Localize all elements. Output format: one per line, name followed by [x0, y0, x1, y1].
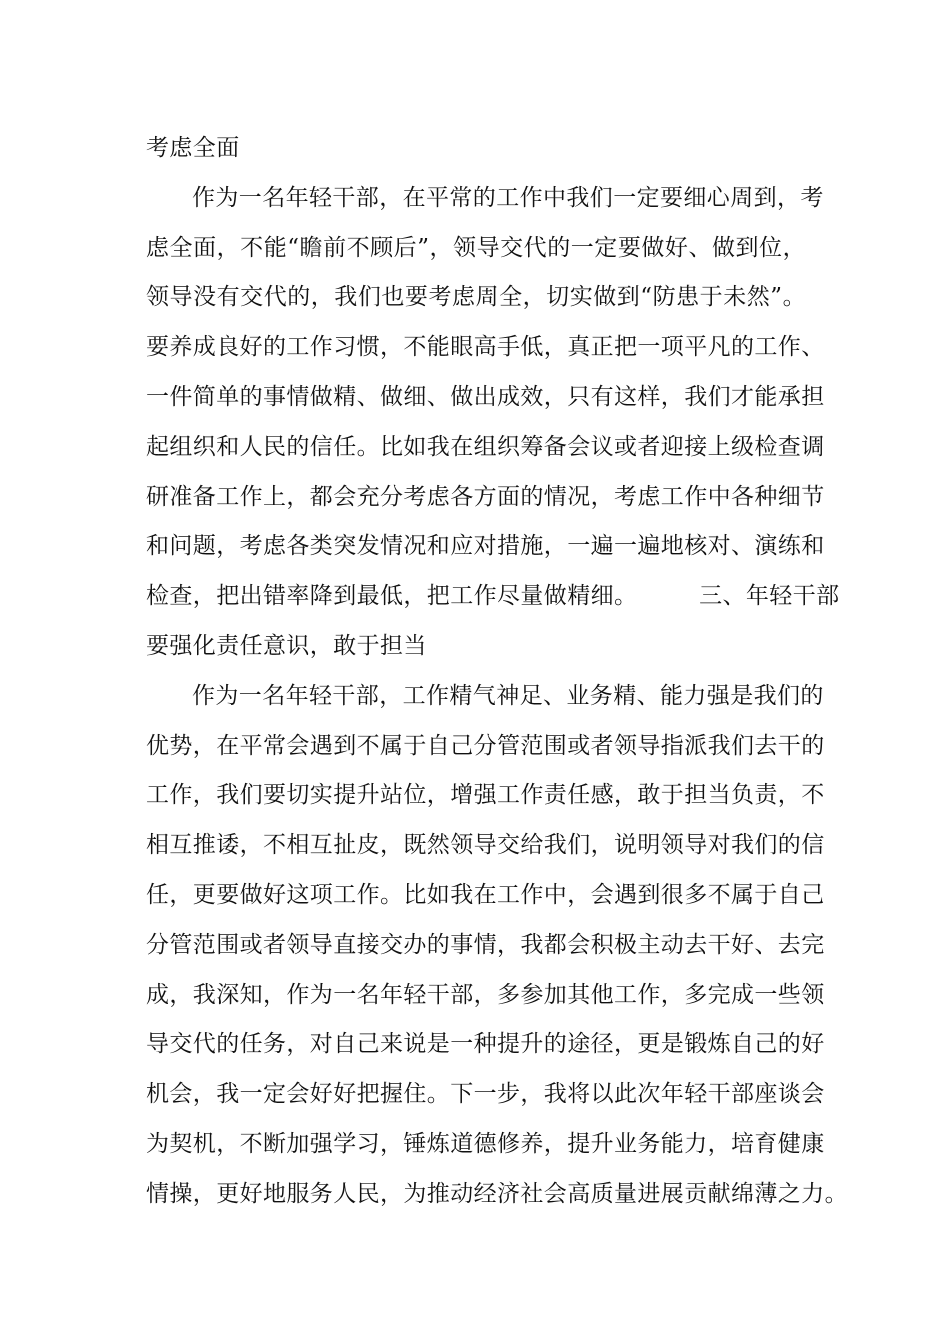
text-line: 任，更要做好这项工作。比如我在工作中，会遇到很多不属于自己: [146, 881, 825, 908]
text-line: 领导没有交代的，我们也要考虑周全，切实做到“防患于未然”。: [146, 284, 806, 311]
text-line: 起组织和人民的信任。比如我在组织筹备会议或者迎接上级检查调: [146, 433, 825, 460]
text-line: 机会，我一定会好好把握住。下一步，我将以此次年轻干部座谈会: [146, 1081, 825, 1108]
text-line: 和问题，考虑各类突发情况和应对措施，一遍一遍地核对、演练和: [146, 533, 825, 560]
text-line: 要养成良好的工作习惯，不能眼高手低，真正把一项平凡的工作、: [146, 334, 825, 361]
body-text: [146, 124, 848, 1220]
text-line: 检查，把出错率降到最低，把工作尽量做精细。 三、年轻干部: [146, 583, 840, 610]
paragraph-first-line: 作为一名年轻干部，在平常的工作中我们一定要细心周到，考: [192, 184, 824, 211]
text-line: 情操，更好地服务人民，为推动经济社会高质量进展贡献绵薄之力。: [146, 1180, 848, 1207]
text-line: 虑全面，不能“瞻前不顾后”，领导交代的一定要做好、做到位，: [146, 234, 806, 261]
text-line: 优势，在平常会遇到不属于自己分管范围或者领导指派我们去干的: [146, 732, 825, 759]
text-line: 考虑全面: [146, 135, 240, 161]
text-line: 导交代的任务，对自己来说是一种提升的途径，更是锻炼自己的好: [146, 1031, 825, 1058]
text-line: 相互推诿，不相互扯皮，既然领导交给我们，说明领导对我们的信: [146, 832, 825, 859]
text-line: 成，我深知，作为一名年轻干部，多参加其他工作，多完成一些领: [146, 981, 825, 1008]
paragraph-first-line: 作为一名年轻干部，工作精气神足、业务精、能力强是我们的: [192, 682, 824, 709]
text-line: 工作，我们要切实提升站位，增强工作责任感，敢于担当负责，不: [146, 782, 825, 809]
text-line: 一件简单的事情做精、做细、做出成效，只有这样，我们才能承担: [146, 383, 825, 410]
text-line: 为契机，不断加强学习，锤炼道德修养，提升业务能力，培育健康: [146, 1130, 825, 1157]
text-line: 分管范围或者领导直接交办的事情，我都会积极主动去干好、去完: [146, 931, 825, 958]
text-line: 研准备工作上，都会充分考虑各方面的情况，考虑工作中各种细节: [146, 483, 825, 510]
section-heading-line: 要强化责任意识，敢于担当: [146, 632, 427, 659]
